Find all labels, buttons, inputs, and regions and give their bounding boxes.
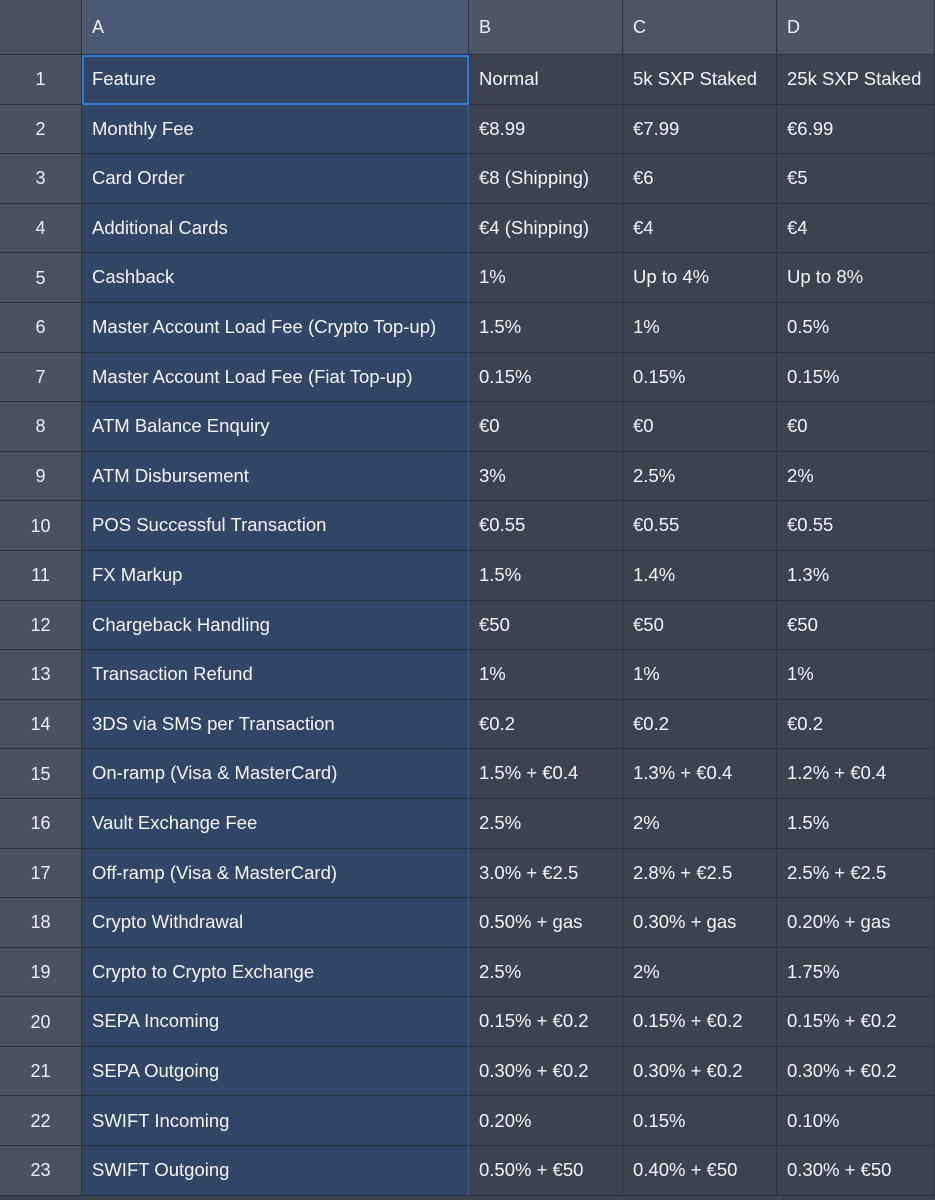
cell-b[interactable]: 3.0% + €2.5 bbox=[469, 849, 623, 899]
cell-c[interactable]: 1.3% + €0.4 bbox=[623, 749, 777, 799]
cell-a[interactable]: ATM Disbursement bbox=[82, 452, 469, 502]
cell-c[interactable]: 0.40% + €50 bbox=[623, 1146, 777, 1196]
cell-b[interactable]: €8.99 bbox=[469, 105, 623, 155]
cell-d[interactable]: €0.55 bbox=[777, 501, 935, 551]
row-header[interactable]: 9 bbox=[0, 452, 82, 502]
row-header[interactable]: 1 bbox=[0, 55, 82, 105]
cell-d[interactable]: 0.30% + €50 bbox=[777, 1146, 935, 1196]
column-header-a[interactable]: A bbox=[82, 0, 469, 55]
cell-a-selected[interactable]: Feature bbox=[82, 55, 469, 105]
cell-c[interactable]: 0.15% + €0.2 bbox=[623, 997, 777, 1047]
cell-d[interactable]: 1.75% bbox=[777, 948, 935, 998]
row-header[interactable]: 13 bbox=[0, 650, 82, 700]
column-header-c[interactable]: C bbox=[623, 0, 777, 55]
row-header[interactable]: 22 bbox=[0, 1096, 82, 1146]
column-header-d[interactable]: D bbox=[777, 0, 935, 55]
cell-d[interactable]: 0.30% + €0.2 bbox=[777, 1047, 935, 1097]
cell-a[interactable]: Transaction Refund bbox=[82, 650, 469, 700]
row-header[interactable]: 8 bbox=[0, 402, 82, 452]
row-header[interactable]: 7 bbox=[0, 353, 82, 403]
cell-a[interactable]: Monthly Fee bbox=[82, 105, 469, 155]
row-header[interactable]: 14 bbox=[0, 700, 82, 750]
cell-b[interactable]: 0.15% + €0.2 bbox=[469, 997, 623, 1047]
cell-a[interactable]: 3DS via SMS per Transaction bbox=[82, 700, 469, 750]
cell-a[interactable]: POS Successful Transaction bbox=[82, 501, 469, 551]
cell-d[interactable]: 0.20% + gas bbox=[777, 898, 935, 948]
cell-b[interactable]: 0.15% bbox=[469, 353, 623, 403]
cell-b[interactable]: 1.5% bbox=[469, 551, 623, 601]
cell-d[interactable]: 1.3% bbox=[777, 551, 935, 601]
cell-b[interactable]: €8 (Shipping) bbox=[469, 154, 623, 204]
cell-c[interactable]: 0.30% + gas bbox=[623, 898, 777, 948]
cell-c[interactable]: €0.2 bbox=[623, 700, 777, 750]
cell-c[interactable]: €4 bbox=[623, 204, 777, 254]
cell-b[interactable]: 0.50% + €50 bbox=[469, 1146, 623, 1196]
cell-b[interactable]: 3% bbox=[469, 452, 623, 502]
cell-d[interactable]: €0.2 bbox=[777, 700, 935, 750]
row-header[interactable]: 2 bbox=[0, 105, 82, 155]
row-header[interactable]: 15 bbox=[0, 749, 82, 799]
cell-c[interactable]: 0.15% bbox=[623, 1096, 777, 1146]
row-header[interactable]: 10 bbox=[0, 501, 82, 551]
cell-c[interactable]: 2% bbox=[623, 948, 777, 998]
cell-c[interactable]: 1.4% bbox=[623, 551, 777, 601]
cell-b[interactable]: 1% bbox=[469, 253, 623, 303]
cell-d[interactable]: €4 bbox=[777, 204, 935, 254]
cell-a[interactable]: Master Account Load Fee (Crypto Top-up) bbox=[82, 303, 469, 353]
row-header[interactable]: 11 bbox=[0, 551, 82, 601]
cell-b[interactable]: €0.2 bbox=[469, 700, 623, 750]
cell-d[interactable]: €6.99 bbox=[777, 105, 935, 155]
cell-c[interactable]: 1% bbox=[623, 303, 777, 353]
cell-a[interactable]: Off-ramp (Visa & MasterCard) bbox=[82, 849, 469, 899]
cell-d[interactable]: 2% bbox=[777, 452, 935, 502]
cell-c[interactable]: 0.30% + €0.2 bbox=[623, 1047, 777, 1097]
row-header[interactable]: 5 bbox=[0, 253, 82, 303]
cell-c[interactable]: €7.99 bbox=[623, 105, 777, 155]
cell-c[interactable]: €50 bbox=[623, 601, 777, 651]
row-header[interactable]: 6 bbox=[0, 303, 82, 353]
cell-d[interactable]: €50 bbox=[777, 601, 935, 651]
row-header[interactable]: 16 bbox=[0, 799, 82, 849]
column-header-b[interactable]: B bbox=[469, 0, 623, 55]
cell-b[interactable]: 0.20% bbox=[469, 1096, 623, 1146]
cell-a[interactable]: SWIFT Incoming bbox=[82, 1096, 469, 1146]
cell-d[interactable]: 1.5% bbox=[777, 799, 935, 849]
cell-b[interactable]: 1.5% + €0.4 bbox=[469, 749, 623, 799]
cell-b[interactable]: €0.55 bbox=[469, 501, 623, 551]
cell-b[interactable]: 1% bbox=[469, 650, 623, 700]
cell-c[interactable]: 1% bbox=[623, 650, 777, 700]
cell-d[interactable]: 25k SXP Staked bbox=[777, 55, 935, 105]
cell-c[interactable]: 2.5% bbox=[623, 452, 777, 502]
row-header[interactable]: 18 bbox=[0, 898, 82, 948]
row-header[interactable]: 21 bbox=[0, 1047, 82, 1097]
select-all-corner[interactable] bbox=[0, 0, 82, 55]
cell-d[interactable]: 0.15% bbox=[777, 353, 935, 403]
cell-a[interactable]: Vault Exchange Fee bbox=[82, 799, 469, 849]
cell-c[interactable]: 2.8% + €2.5 bbox=[623, 849, 777, 899]
row-header[interactable]: 12 bbox=[0, 601, 82, 651]
cell-d[interactable]: 2.5% + €2.5 bbox=[777, 849, 935, 899]
cell-b[interactable]: Normal bbox=[469, 55, 623, 105]
cell-b[interactable]: €50 bbox=[469, 601, 623, 651]
row-header[interactable]: 19 bbox=[0, 948, 82, 998]
cell-d[interactable]: 1% bbox=[777, 650, 935, 700]
cell-b[interactable]: 1.5% bbox=[469, 303, 623, 353]
cell-d[interactable]: €5 bbox=[777, 154, 935, 204]
cell-d[interactable]: €0 bbox=[777, 402, 935, 452]
cell-a[interactable]: Card Order bbox=[82, 154, 469, 204]
cell-d[interactable]: 0.5% bbox=[777, 303, 935, 353]
cell-b[interactable]: 0.30% + €0.2 bbox=[469, 1047, 623, 1097]
cell-b[interactable]: 2.5% bbox=[469, 799, 623, 849]
cell-a[interactable]: Crypto Withdrawal bbox=[82, 898, 469, 948]
cell-d[interactable]: 1.2% + €0.4 bbox=[777, 749, 935, 799]
row-header[interactable]: 3 bbox=[0, 154, 82, 204]
row-header[interactable]: 23 bbox=[0, 1146, 82, 1196]
cell-c[interactable]: 0.15% bbox=[623, 353, 777, 403]
cell-c[interactable]: €0.55 bbox=[623, 501, 777, 551]
cell-d[interactable]: Up to 8% bbox=[777, 253, 935, 303]
cell-a[interactable]: FX Markup bbox=[82, 551, 469, 601]
cell-a[interactable]: SEPA Incoming bbox=[82, 997, 469, 1047]
row-header[interactable]: 20 bbox=[0, 997, 82, 1047]
cell-b[interactable]: 0.50% + gas bbox=[469, 898, 623, 948]
cell-b[interactable]: 2.5% bbox=[469, 948, 623, 998]
cell-a[interactable]: Crypto to Crypto Exchange bbox=[82, 948, 469, 998]
cell-d[interactable]: 0.15% + €0.2 bbox=[777, 997, 935, 1047]
cell-a[interactable]: On-ramp (Visa & MasterCard) bbox=[82, 749, 469, 799]
cell-c[interactable]: 5k SXP Staked bbox=[623, 55, 777, 105]
cell-c[interactable]: €6 bbox=[623, 154, 777, 204]
cell-c[interactable]: Up to 4% bbox=[623, 253, 777, 303]
cell-d[interactable]: 0.10% bbox=[777, 1096, 935, 1146]
row-header[interactable]: 17 bbox=[0, 849, 82, 899]
cell-c[interactable]: €0 bbox=[623, 402, 777, 452]
row-header[interactable]: 4 bbox=[0, 204, 82, 254]
cell-a[interactable]: SEPA Outgoing bbox=[82, 1047, 469, 1097]
cell-a[interactable]: Master Account Load Fee (Fiat Top-up) bbox=[82, 353, 469, 403]
cell-b[interactable]: €0 bbox=[469, 402, 623, 452]
cell-a[interactable]: SWIFT Outgoing bbox=[82, 1146, 469, 1196]
cell-a[interactable]: Additional Cards bbox=[82, 204, 469, 254]
cell-c[interactable]: 2% bbox=[623, 799, 777, 849]
cell-b[interactable]: €4 (Shipping) bbox=[469, 204, 623, 254]
cell-a[interactable]: Cashback bbox=[82, 253, 469, 303]
cell-a[interactable]: Chargeback Handling bbox=[82, 601, 469, 651]
cell-a[interactable]: ATM Balance Enquiry bbox=[82, 402, 469, 452]
